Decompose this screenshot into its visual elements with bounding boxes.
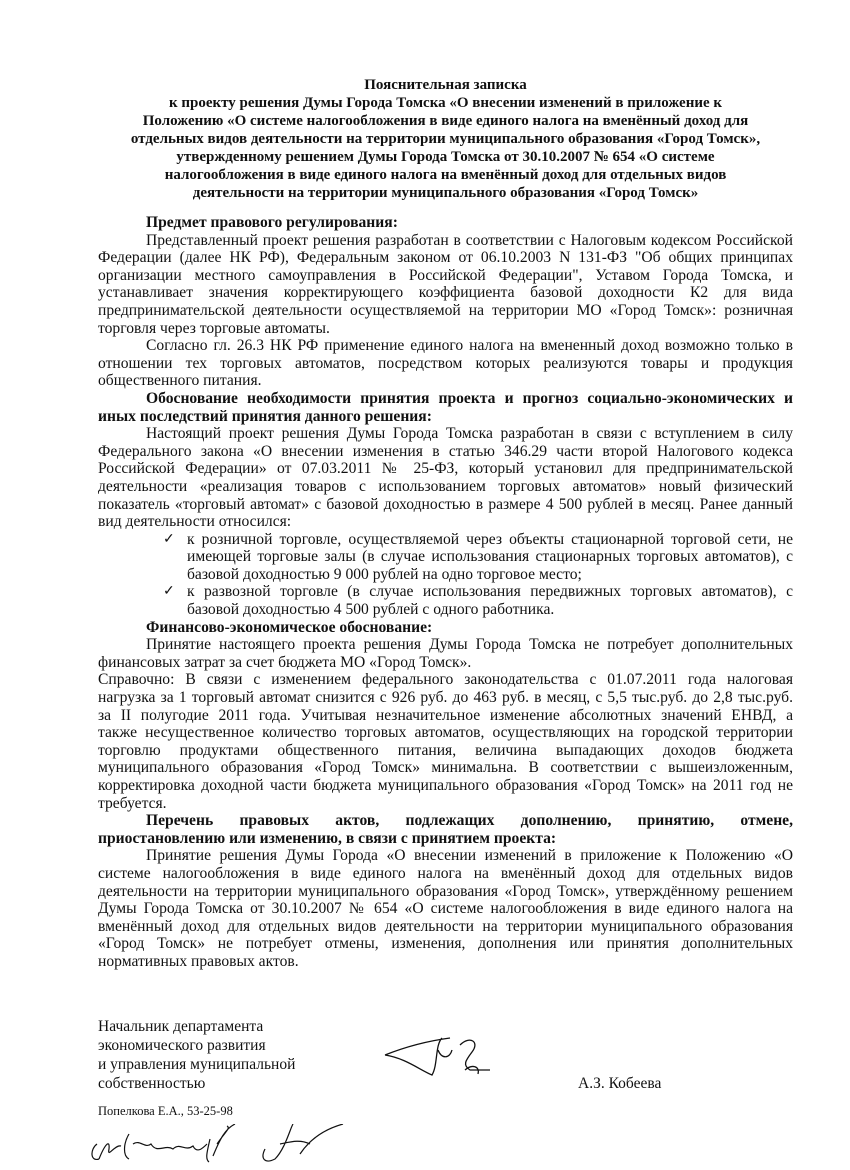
section-heading: [98, 812, 793, 847]
line-text: деятельности на территории муниципального образования «Город Томск», утверждённому решением: [98, 882, 793, 900]
line-text: Представленный проект решения разработан в соответствии с Налоговым кодексом Российской: [146, 231, 793, 249]
text-line: [98, 742, 793, 760]
line-text: имеющей торговые залы (в случае использования стационарных торговых автоматов), с: [187, 548, 793, 566]
line-text: к развозной торговле (в случае использования передвижных торговых автоматов), с: [187, 583, 793, 601]
line-text: нагрузка за 1 торговый автомат снизится с 926 руб. до 463 руб. в месяц, с 5,5 тыс.руб. до 2,8 тыс.руб.: [98, 689, 793, 707]
line-text: корректировка доходной части бюджета муниципального образования «Город Томск» на 2011 год не: [98, 777, 793, 794]
paragraph: [98, 425, 793, 531]
text-line: [98, 232, 793, 250]
title-line: к проекту решения Думы Города Томска «О внесении изменений в приложение к: [168, 95, 723, 111]
document-body: [98, 214, 793, 971]
text-line: [98, 636, 793, 654]
bullet-item: [98, 531, 793, 584]
text-line: [98, 654, 793, 672]
line-text: базовой доходностью 4 500 рублей с одного работника.: [187, 601, 555, 619]
explanatory-note: [98, 76, 793, 971]
executor-contact: Попелкова Е.А., 53-25-98: [98, 1104, 233, 1118]
text-line: [98, 724, 793, 742]
text-line: [98, 847, 793, 865]
text-line: [98, 601, 793, 619]
title-line: деятельности на территории муниципального образования «Город Томск»: [192, 185, 699, 201]
section-heading: [98, 390, 793, 425]
line-text: организации местного самоуправления в Российской Федерации", Уставом Города Томска, и: [98, 266, 793, 284]
text-line: [98, 390, 793, 408]
text-line: [98, 425, 793, 443]
paragraph: [98, 636, 793, 671]
paragraph: [98, 232, 793, 338]
text-line: [98, 249, 793, 267]
text-line: [98, 777, 793, 795]
text-line: [98, 531, 793, 549]
checkmark-icon: ✓: [163, 531, 175, 547]
line-text: Принятие решения Думы Города «О внесении изменений в приложение к Положению «О: [146, 847, 793, 865]
text-line: [98, 671, 793, 689]
line-text: иных последствий принятия данного решения:: [98, 407, 432, 425]
line-text: Настоящий проект решения Думы Города Томска разработан в связи с вступлением в силу: [146, 425, 793, 443]
line-text: системе налогообложения в виде единого налога на вменённый доход для отдельных видов: [98, 864, 793, 882]
line-text: деятельности «реализация товаров с использованием торговых автоматов» новый физический: [98, 477, 793, 495]
approval-initials: [85, 1124, 355, 1169]
text-line: [98, 689, 793, 707]
text-line: [98, 443, 793, 461]
handwritten-signature: [380, 1030, 500, 1085]
line-text: Российской Федерации» от 07.03.2011 № 25-ФЗ, который установил для предпринимательской: [98, 460, 793, 478]
line-text: муниципального образования «Город Томск» минимальна. В соответствии с вышеизложенным,: [98, 759, 793, 777]
title-line: Положению «О системе налогообложения в виде единого налога на вменённый доход для: [142, 113, 749, 129]
signatory-name: А.З. Кобеева: [578, 1075, 662, 1092]
text-line: [98, 583, 793, 601]
signatory-position: [98, 1017, 295, 1093]
text-line: [98, 619, 793, 637]
text-line: [98, 707, 793, 725]
line-text: Согласно гл. 26.3 НК РФ применение единого налога на вмененный доход возможно только в: [146, 337, 793, 355]
text-line: [98, 460, 793, 478]
line-text: Думы Города Томска от 30.10.2007 № 654 «О системе налогообложения в виде единого налога на: [98, 900, 793, 918]
text-line: [98, 865, 793, 883]
text-line: [98, 320, 793, 338]
text-line: [98, 883, 793, 901]
line-text: Федерации (далее НК РФ), Федеральным законом от 06.10.2003 N 131-ФЗ "Об общих принципах: [98, 249, 793, 267]
checkmark-icon: ✓: [163, 584, 175, 600]
text-line: [98, 759, 793, 777]
title-line: Пояснительная записка: [364, 77, 527, 93]
text-line: [98, 953, 793, 971]
section-heading: [98, 214, 793, 232]
signatory-position-line: экономического развития: [98, 1037, 266, 1054]
line-text: приостановлению или изменению, в связи с принятием проекта:: [98, 829, 557, 847]
line-text: Обоснование необходимости принятия проекта и прогноз социально-экономических и: [146, 389, 793, 407]
line-text: также несущественное количество торговых автоматов, осуществляющих на городской территории: [98, 724, 793, 742]
bullet-item: [98, 583, 793, 618]
text-line: [98, 337, 793, 355]
line-text: Справочно: В связи с изменением федерального законодательства с 01.07.2011 года налоговая: [98, 671, 793, 689]
text-line: [98, 812, 793, 830]
line-text: за II полугодие 2011 года. Учитывая незначительное изменение абсолютных значений ЕНВД, а: [98, 706, 793, 724]
line-text: Перечень правовых актов, подлежащих дополнению, принятию, отмене,: [146, 812, 793, 830]
line-text: вид деятельности относился:: [98, 513, 292, 531]
title-line: налогообложения в виде единого налога на вменённый доход для отдельных видов: [164, 167, 727, 183]
text-line: [98, 900, 793, 918]
line-text: Федерального закона «О внесении изменения в статью 346.29 части второй Налогового кодекса: [98, 442, 793, 460]
signatory-position-line: и управления муниципальной: [98, 1056, 296, 1073]
text-line: [98, 478, 793, 496]
text-line: [98, 355, 793, 373]
document-title: [98, 76, 793, 202]
title-line: отдельных видов деятельности на территории муниципального образования «Город Томск»,: [130, 131, 761, 147]
signatory-position-line: Начальник департамента: [98, 1018, 264, 1035]
text-line: [98, 795, 793, 813]
text-line: [98, 566, 793, 584]
line-text: предпринимательской деятельности осуществляемой на территории МО «Город Томск»: розничная: [98, 301, 793, 319]
line-text: торговлю продуктами общественного питания, величина выпадающих доходов бюджета: [98, 741, 793, 759]
text-line: [98, 548, 793, 566]
signatory-position-line: собственностью: [98, 1075, 206, 1092]
text-line: [98, 408, 793, 426]
paragraph: [98, 847, 793, 970]
text-line: [98, 214, 793, 232]
text-line: [98, 935, 793, 953]
line-text: общественного питания.: [98, 372, 262, 390]
paragraph: [98, 671, 793, 812]
line-text: финансовых затрат за счет бюджета МО «Город Томск».: [98, 653, 472, 671]
text-line: [98, 513, 793, 531]
line-text: Финансово-экономическое обоснование:: [146, 618, 433, 636]
section-heading: [98, 619, 793, 637]
line-text: «Город Томск» не потребует отмены, изменения, дополнения или принятия дополнительных: [98, 935, 793, 953]
text-line: [98, 284, 793, 302]
line-text: Принятие настоящего проекта решения Думы Города Томска не потребует дополнительных: [146, 636, 793, 654]
text-line: [98, 918, 793, 936]
text-line: [98, 302, 793, 320]
line-text: нормативных правовых актов.: [98, 952, 299, 970]
text-line: [98, 267, 793, 285]
line-text: устанавливает значения корректирующего коэффициента базовой доходности К2 для вида: [98, 284, 793, 302]
line-text: показатель «торговый автомат» с базовой доходностью в размере 4 500 рублей в месяц. Ранее данный: [98, 495, 793, 513]
line-text: базовой доходностью 9 000 рублей на одно торговое место;: [187, 565, 582, 583]
text-line: [98, 372, 793, 390]
text-line: [98, 496, 793, 514]
line-text: к розничной торговле, осуществляемой через объекты стационарной торговой сети, не: [187, 530, 793, 548]
line-text: отношении тех торговых автоматов, посредством которых реализуются товары и продукция: [98, 354, 793, 372]
title-line: утвержденному решением Думы Города Томска от 30.10.2007 № 654 «О системе: [176, 149, 715, 165]
paragraph: [98, 337, 793, 390]
line-text: вменённый доход для отдельных видов деятельности на территории муниципального образования: [98, 917, 793, 935]
line-text: торговля через торговые автоматы.: [98, 319, 330, 337]
line-text: требуется.: [98, 794, 167, 812]
line-text: Предмет правового регулирования:: [146, 214, 398, 231]
text-line: [98, 830, 793, 848]
